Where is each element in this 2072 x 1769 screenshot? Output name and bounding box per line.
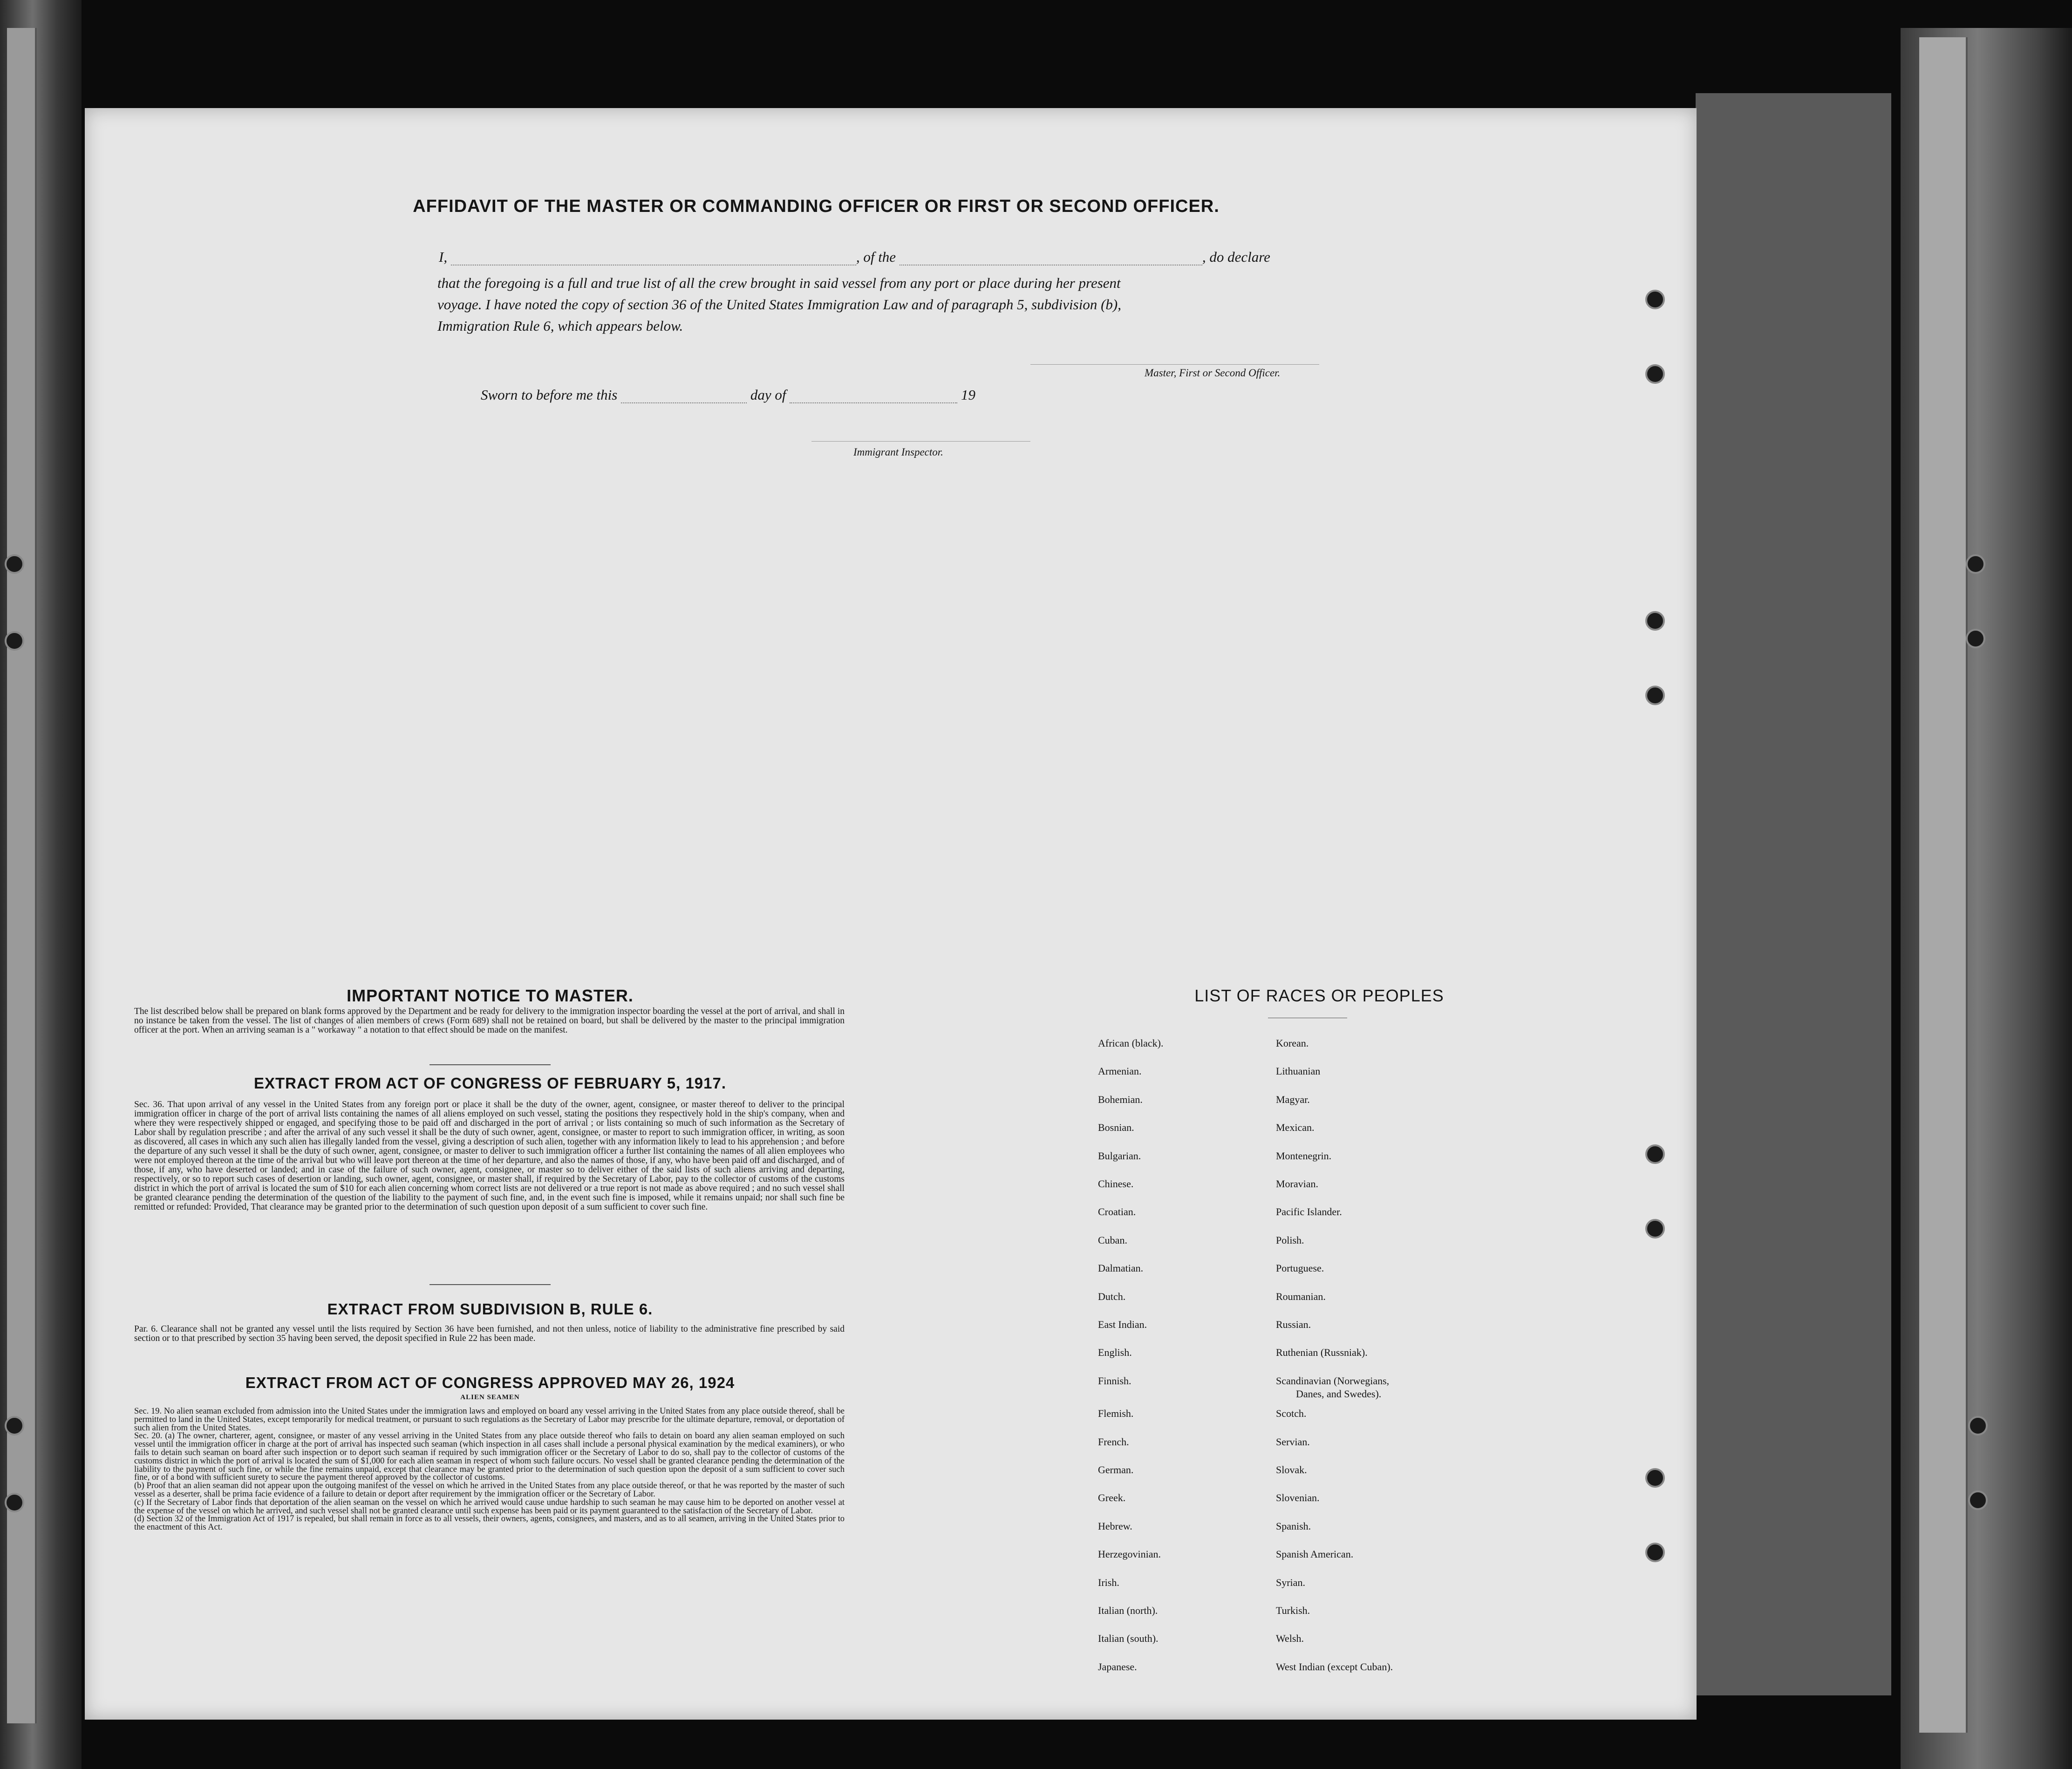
race-item: Italian (south). [1098,1633,1159,1645]
day-of-text: day of [750,387,786,403]
inspector-signature-line[interactable] [811,441,1030,442]
race-item: Portuguese. [1276,1262,1324,1274]
binder-hole [1645,364,1665,384]
race-item: Polish. [1276,1234,1304,1246]
race-item: Lithuanian [1276,1065,1321,1077]
race-item: Greek. [1098,1492,1126,1504]
race-item: Bosnian. [1098,1122,1134,1134]
binder-hole [5,554,24,574]
race-item: German. [1098,1464,1134,1476]
binder-hole [5,1416,24,1436]
section-divider [429,1284,551,1285]
affidavit-line-3: voyage. I have noted the copy of section 36 of the United States Immigration Law and of paragraph 5, subdivision (b), [437,296,1121,313]
document-page [85,108,1697,1720]
page-stack-right [1919,37,1968,1733]
subdivision-title: EXTRACT FROM SUBDIVISION B, RULE 6. [327,1300,653,1318]
extract-1924-text: Sec. 19. No alien seaman excluded from admission into the United States under the immigration laws and employed on board any vessel arriving in the United States from any place outside thereof, shall be permitted to land in the United States, except temporarily for medical treatment, or pursuant to such regulations as the Secretary of Labor may prescribe for the ultimate departure, removal, or deportation of such alien from the United States. Sec. 20. (a) The owner, charterer, agent, consignee, or master of any vessel arriving in the United States from any place outside thereof who fails to detain on board any alien seaman employed on such vessel until the immigration officer in charge at the port of arrival has inspected such seaman (which inspection in all cases shall include a personal physical examination by the medical examiners), or who fails to detain such seaman on board after such inspection or to deport such seaman if required by such immigration officer or the Secretary of Labor to do so, shall pay to the collector of customs of the customs district in which the port of arrival is located the sum of $1,000 for each alien seaman in respect of whom such failure occurs. No vessel shall be granted clearance pending the determination of the liability to the payment of such fine, or while the fine remains unpaid, except that clearance may be granted prior to the determination of such question upon the deposit of a sum sufficient to cover such fine, or of a bond with sufficient surety to secure the payment thereof approved by the collector of customs. (b) Proof that an alien seaman did not appear upon the outgoing manifest of the vessel on which he arrived in the United States from any place outside thereof, or that he was reported by the master of such vessel as a deserter, shall be prima facie evidence of a failure to detain or deport after requirement by the immigration officer or the Secretary of Labor. (c) If the Secretary of Labor finds that deportation of the alien seaman on the vessel on which he arrived would cause undue hardship to such seaman he may cause him to be deported on another vessel at the expense of the vessel on which he arrived, and such vessel shall not be granted clearance until such expense has been paid or its payment guaranteed to the satisfaction of the Secretary of Labor. (d) Section 32 of the Immigration Act of 1917 is repealed, but shall remain in force as to all vessels, their owners, agents, consignees, and masters, and as to all seamen, arriving in the United States prior to the enactment of this Act. [134,1407,845,1532]
race-item: Spanish. [1276,1520,1311,1532]
race-item: Japanese. [1098,1660,1137,1673]
affidavit-line-1 [439,249,1270,265]
extract-1924-subtitle: ALIEN SEAMEN [460,1394,520,1401]
binder-hole [1645,290,1665,309]
race-item: Korean. [1276,1037,1309,1049]
race-item: Syrian. [1276,1576,1305,1588]
race-item: Slovenian. [1276,1492,1320,1504]
race-item: Spanish American. [1276,1548,1354,1560]
sworn-line [481,387,975,403]
race-item: Finnish. [1098,1374,1131,1387]
binder-hole [1645,1144,1665,1164]
race-item: Dutch. [1098,1290,1126,1302]
race-item: Irish. [1098,1576,1119,1588]
binder-hole [1966,554,1985,574]
binder-hole [1645,686,1665,705]
race-item: Turkish. [1276,1605,1310,1616]
binder-hole [1645,1219,1665,1238]
race-item: East Indian. [1098,1319,1147,1330]
notice-text: The list described below shall be prepared on blank forms approved by the Department and be ready for delivery to the immigration inspector boarding the vessel at the port of arrival, and shall in no instance be taken from the vessel. The list of changes of alien members of crews (Form 689) shall not be retained on board, but shall be delivered by the master to the principal immigration officer at the port. When an arriving seaman is a " workaway " a notation to that effect should be made on the manifest. [134,1007,845,1035]
affidavit-line-4: Immigration Rule 6, which appears below. [437,318,683,334]
race-item: West Indian (except Cuban). [1276,1660,1393,1673]
binder-hole [1645,1468,1665,1488]
race-item: Bohemian. [1098,1093,1143,1105]
race-item: Servian. [1276,1436,1310,1448]
inspector-label: Immigrant Inspector. [853,446,943,458]
affidavit-of-the: , of the [856,249,896,265]
binder-hole [1968,1490,1988,1510]
race-item: Scotch. [1276,1408,1307,1420]
race-item: Hebrew. [1098,1520,1132,1532]
race-item: Croatian. [1098,1206,1136,1218]
sworn-day-blank[interactable] [621,402,747,403]
races-title: LIST OF RACES OR PEOPLES [1194,986,1444,1005]
extract-1917-title: EXTRACT FROM ACT OF CONGRESS OF FEBRUARY 5, 1917. [253,1075,727,1092]
race-item: Bulgarian. [1098,1150,1141,1162]
affidavit-line-2: that the foregoing is a full and true list of all the crew brought in said vessel from any port or place during her present [437,275,1121,291]
binder-hole [1645,1543,1665,1562]
master-label: Master, First or Second Officer. [1145,367,1281,379]
race-item: French. [1098,1436,1129,1448]
race-item: Dalmatian. [1098,1262,1144,1274]
subdivision-text: Par. 6. Clearance shall not be granted any vessel until the lists required by Section 36 have been furnished, and not then unless, notice of liability to the administrative fine prescribed by said section or to that prescribed by section 35 having been served, the deposit specified in Rule 22 has been made. [134,1324,845,1343]
race-item: Roumanian. [1276,1290,1326,1302]
race-item: Italian (north). [1098,1605,1158,1616]
race-item: African (black). [1098,1037,1164,1049]
sworn-month-blank[interactable] [790,402,957,403]
race-item: Pacific Islander. [1276,1206,1342,1218]
underlying-page [1696,93,1891,1695]
race-item: Russian. [1276,1319,1311,1330]
race-item: Danes, and Swedes). [1296,1388,1382,1400]
binder-hole [1966,629,1985,648]
race-item: Flemish. [1098,1408,1134,1420]
binder-hole [1968,1416,1988,1436]
race-item: English. [1098,1347,1132,1359]
year-text: 19 [961,387,975,403]
extract-1924-title: EXTRACT FROM ACT OF CONGRESS APPROVED MAY 26, 1924 [245,1374,735,1391]
binder-hole [5,631,24,651]
race-item: Cuban. [1098,1234,1127,1246]
extract-1917-text: Sec. 36. That upon arrival of any vessel in the United States from any foreign port or place it shall be the duty of the owner, agent, consignee, or master thereof to deliver to the principal immigration officer in charge of the port of arrival lists containing the names of all aliens employed on such vessel, stating the positions they respectively hold in the ship's company, when and where they were respectively shipped or engaged, and specifying those to be paid off and discharged in the port of arrival ; or lists containing so much of such information as the Secretary of Labor shall by regulation prescribe ; and after the arrival of any such vessel it shall be the duty of such owner, agent, consignee, or master to report to such immigration officer, in writing, as soon as discovered, all cases in which any such alien has illegally landed from the vessel, giving a description of such alien, together with any information likely to lead to his apprehension ; and before the departure of any such vessel it shall be the duty of such owner, agent, consignee, or master to deliver to such immigration officer a further list containing the names of all alien employees who were not employed thereon at the time of the arrival but who will leave port thereon at the time of her departure, and also the names of those, if any, who have been paid off and discharged, and of those, if any, who have deserted or landed; and in case of the failure of such owner, agent, consignee, or master so to deliver either of the said lists of such aliens arriving and departing, respectively, or so to report such cases of desertion or landing, such owner, agent, consignee, or master shall, if required by the Secretary of Labor, pay to the collector of customs of the customs district in which the port of arrival is located the sum of $10 for each alien concerning whom correct lists are not delivered or a true report is not made as above required ; and no such vessel shall be granted clearance pending the determination of the question of the liability to the payment of such fine, and, in the event such fine is imposed, while it remains unpaid; nor shall such fine be remitted or refunded: Provided, That clearance may be granted prior to the determination of such question upon deposit of a sum sufficient to cover such fine. [134,1100,845,1212]
race-item: Welsh. [1276,1633,1304,1645]
sworn-text: Sworn to before me this [481,387,618,403]
binder-hole [5,1493,24,1512]
race-item: Chinese. [1098,1178,1134,1190]
race-item: Armenian. [1098,1065,1142,1077]
race-item: Magyar. [1276,1093,1310,1105]
race-item: Scandinavian (Norwegians, [1276,1374,1390,1387]
race-item: Ruthenian (Russniak). [1276,1347,1368,1359]
page-stack-left [7,28,37,1723]
master-signature-line[interactable] [1030,364,1319,365]
section-divider [429,1064,551,1065]
binder-hole [1645,611,1665,631]
race-item: Slovak. [1276,1464,1307,1476]
affidavit-title: AFFIDAVIT OF THE MASTER OR COMMANDING OFFICER OR FIRST OR SECOND OFFICER. [413,197,1220,216]
affidavit-i: I, [439,249,448,265]
notice-title: IMPORTANT NOTICE TO MASTER. [347,986,634,1005]
affidavit-declare: , do declare [1202,249,1270,265]
race-item: Montenegrin. [1276,1150,1332,1162]
race-item: Herzegovinian. [1098,1548,1161,1560]
race-item: Mexican. [1276,1122,1315,1134]
binder-right-edge [1901,28,2072,1769]
race-item: Moravian. [1276,1178,1319,1190]
